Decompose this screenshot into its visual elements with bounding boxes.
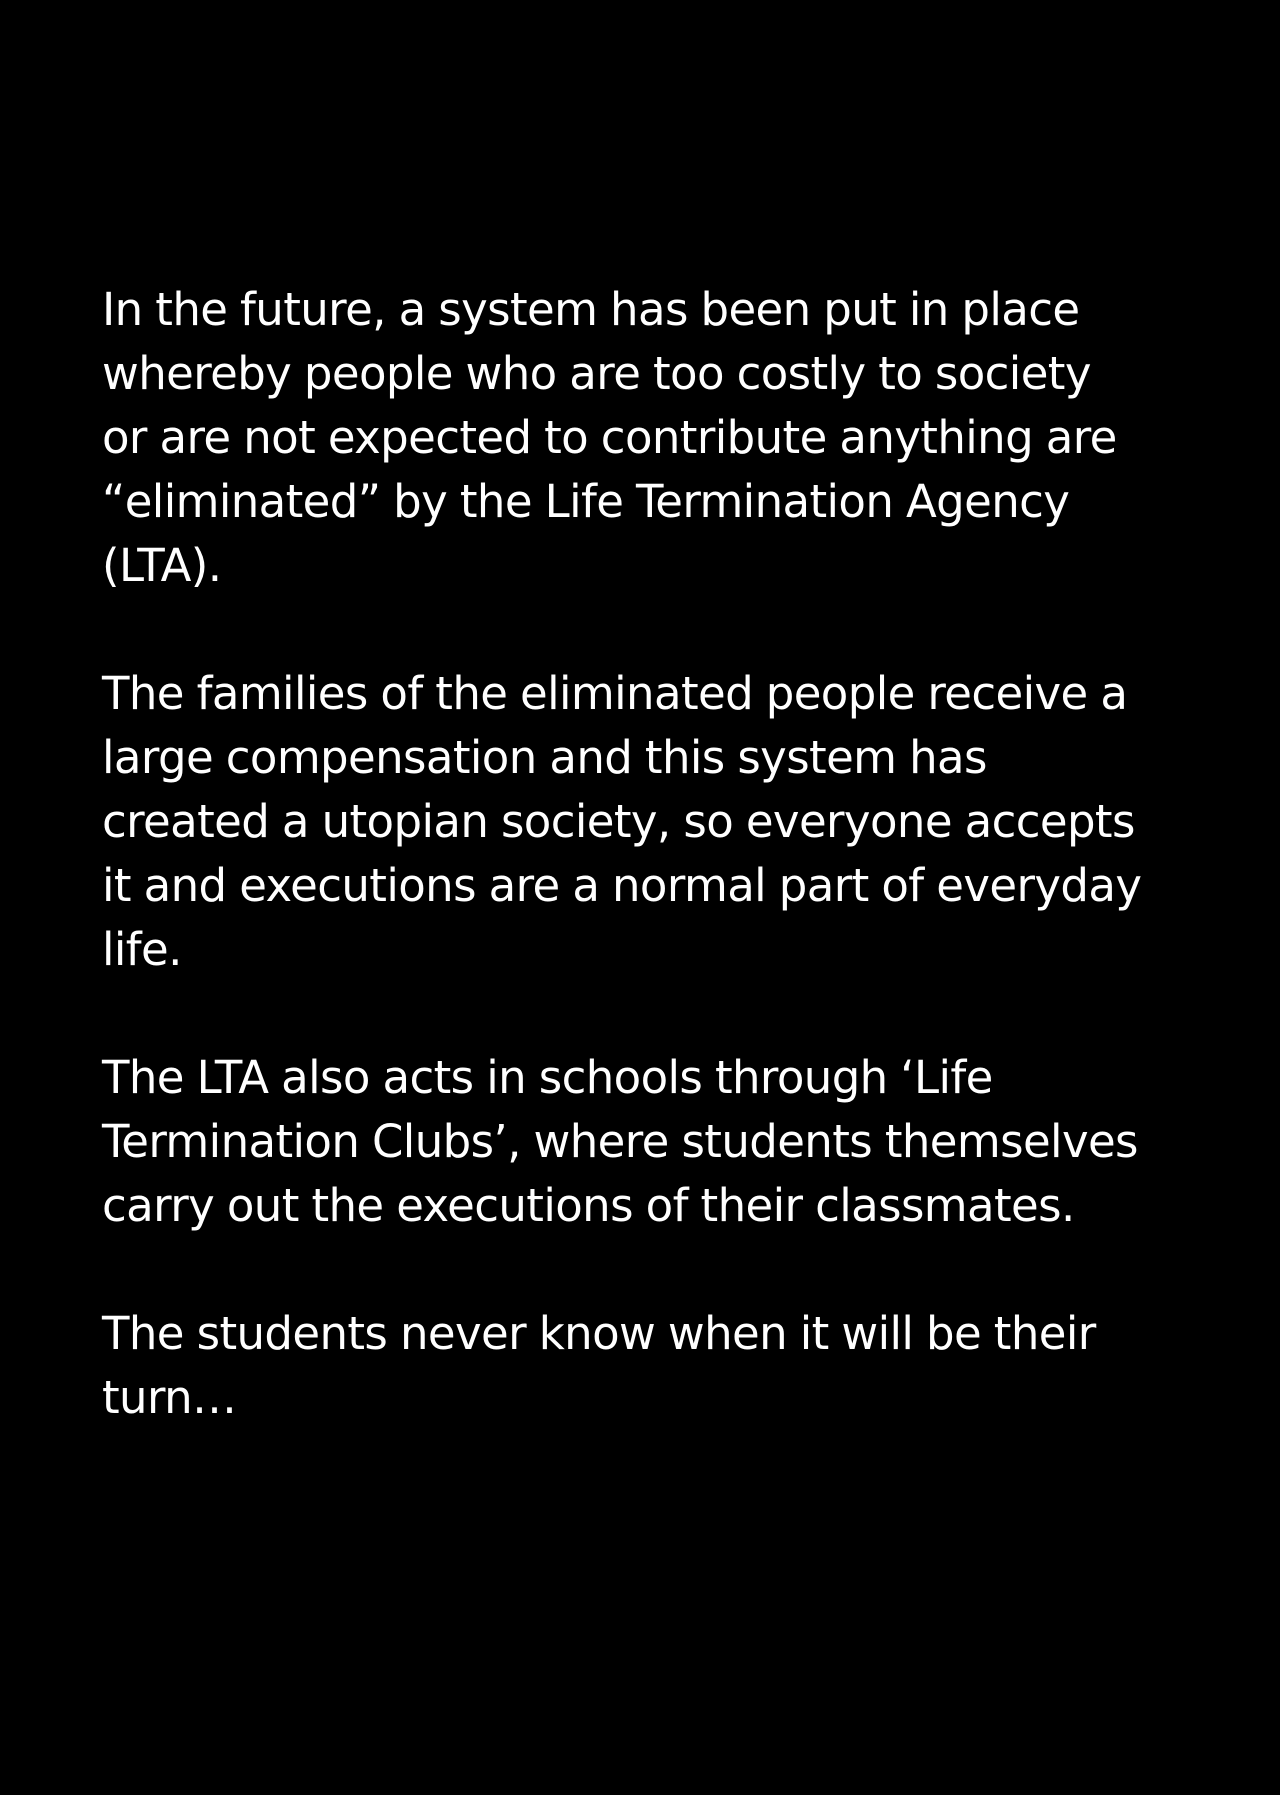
text-line: it and executions are a normal part of everyday <box>102 859 1142 912</box>
text-line: large compensation and this system has <box>102 731 987 784</box>
text-line: whereby people who are too costly to society <box>102 347 1091 400</box>
text-line: “eliminated” by the Life Termination Agency <box>102 475 1070 528</box>
paragraph-3 <box>102 1046 1232 1238</box>
text-line: life. <box>102 923 182 976</box>
text-line: turn… <box>102 1371 237 1424</box>
text-line: or are not expected to contribute anything are <box>102 411 1117 464</box>
text-line: The families of the eliminated people receive a <box>102 667 1128 720</box>
paragraph-1 <box>102 278 1232 598</box>
paragraph-4 <box>102 1302 1232 1430</box>
text-line: Termination Clubs’, where students themselves <box>102 1115 1138 1168</box>
text-line: created a utopian society, so everyone accepts <box>102 795 1135 848</box>
text-line: (LTA). <box>102 539 222 592</box>
text-line: In the future, a system has been put in place <box>102 283 1080 336</box>
paragraph-2 <box>102 662 1232 982</box>
text-line: The students never know when it will be their <box>102 1307 1096 1360</box>
text-line: carry out the executions of their classmates. <box>102 1179 1075 1232</box>
text-line: The LTA also acts in schools through ‘Life <box>102 1051 993 1104</box>
intro-text-block <box>102 278 1232 1494</box>
